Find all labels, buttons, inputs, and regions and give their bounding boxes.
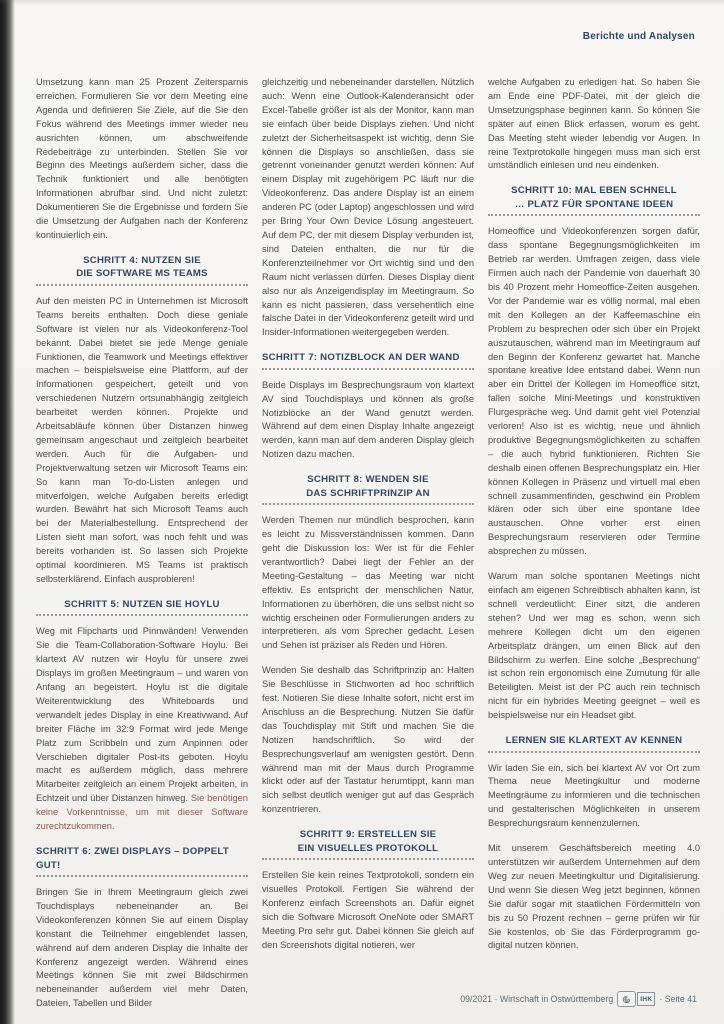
ihk-logo-text: IHK	[637, 992, 655, 1006]
footer-page-number: · Seite 41	[659, 994, 697, 1004]
dotted-rule	[36, 614, 248, 616]
section-heading-klartext	[488, 734, 700, 748]
heading-line: DIE SOFTWARE MS TEAMS	[76, 268, 208, 280]
paragraph: Homeoffice und Videokonferenzen sorgen dafür, dass spontane Begegnungsmöglichkeiten im Betrieb rar werden. Umfragen zeigen, dass viele Firmen auch nach der Pandemie von dauerhaft 30 bis 40 Prozent mehr Homeoffice-Zeiten ausgehen. Vor der Pandemie war es völlig normal, mal eben mit den Kollegen an der Kaffeemaschine ein Problem zu besprechen oder sich über ein Projekt auszutauschen, während man im Meetingraum auf den Beginn der Konferenz gewartet hat. Manche spontane kreative Idee entstand dabei. Wenn nun aber ein Drittel der Kollegen im Homeoffice sitzt, fallen solche Mini-Meetings und konstruktiven Flurgespräche weg. Und damit geht viel Potenzial verloren! Also ist es wichtig, neue und ähnlich produktive Begegnungsmöglichkeiten zu schaffen – die auch hybrid funktionieren. Richten Sie deshalb einen offenen Besprechungsplatz ein. Hier können Kollegen in Präsenz und virtuell mal eben schnell zusammenfinden, geschwind ein Problem klären oder sich über eine spontane Idee austauschen. Ohne vorher erst einen Besprechungsraum reservieren oder Termine absprechen zu müssen.	[488, 226, 700, 557]
column-2	[262, 76, 474, 1022]
column-1	[36, 76, 248, 1022]
dotted-rule	[488, 751, 700, 753]
heading-line: SCHRITT 7: NOTIZBLOCK AN DER WAND	[262, 352, 460, 364]
paragraph: Wir laden Sie ein, sich bei klartext AV vor Ort zum Thema neue Meetingkultur und moderne Meetingräume zu informieren und die technischen und gestalterischen Möglichkeiten in unserem Besprechungsraum kennenzulernen.	[488, 762, 700, 829]
paragraph: Bringen Sie in Ihrem Meetingraum gleich zwei Touchdisplays nebeneinander an. Bei Videokonferenzen können Sie auf einem Display konstant die Teilnehmer eingeblendet lassen, während auf dem anderen Display die Inhalte der Konferenz angezeigt werden. Während eines Meetings können Sie mit zwei Bildschirmen nebeneinander außerdem viel mehr Daten, Dateien, Tabellen und Bilder	[36, 887, 248, 1009]
heading-line: SCHRITT 10: MAL EBEN SCHNELL	[511, 185, 677, 197]
paragraph-text: Weg mit Flipcharts und Pinnwänden! Verwenden Sie die Team-Collaboration-Software Hoylu. Bei klartext AV nutzen wir Hoylu für unsere zwei Displays im großen Meetingraum – und waren von Anfang an begeistert. Hoylu ist die digitale Weiterentwicklung des Whiteboards und verwandelt jedes Display in eine Kreativwand. Auf breiter Fläche im 32:9 Format wird jede Menge Platz zum Scribbeln und zum Anpinnen oder Verschieben digitaler Post-its geboten. Hoylu macht es außerdem möglich, dass mehrere Mitarbeiter zeitgleich an einem Projekt arbeiten, in Echtzeit und über Distanzen hinweg.	[36, 626, 248, 804]
heading-line: LERNEN SIE KLARTEXT AV KENNEN	[505, 735, 683, 747]
column-3	[488, 76, 700, 1022]
dotted-rule	[262, 503, 474, 505]
paragraph: welche Aufgaben zu erledigen hat. So haben Sie am Ende eine PDF-Datei, mit der gleich die Umsetzungsphase beginnen kann. So können Sie später auf einen Blick erfassen, worum es geht. Das Meeting steht wieder lebendig vor Augen. In reine Textprotokolle hingegen muss man sich erst umständlich einlesen und neu eindenken.	[488, 77, 700, 171]
scan-top-shadow	[0, 0, 724, 5]
dotted-rule	[36, 284, 248, 286]
dotted-rule	[262, 858, 474, 860]
section-heading-schritt-9	[262, 828, 474, 855]
dotted-rule	[488, 214, 700, 216]
section-heading-schritt-5	[36, 598, 248, 612]
heading-line: SCHRITT 6: ZWEI DISPLAYS – DOPPELT GUT!	[36, 846, 229, 871]
dotted-rule	[262, 368, 474, 370]
dotted-rule	[36, 875, 248, 877]
paragraph: Warum man solche spontanen Meetings nicht einfach am eigenen Schreibtisch abhalten kann, ist schnell verdeutlicht: Einer sitzt, die anderen stehen? Und wer mag es schon, wenn sich mehrere Kollegen dicht um den eigenen Arbeitsplatz drängen, um einen Blick auf den Bildschirm zu werfen. Eine solche „Besprechung“ ist schon rein ergonomisch eine Zumutung für alle Beteiligten. Meist ist der PC auch rein technisch nicht für ein hybrides Meeting geeignet – weil es beispielsweise nur ein Headset gibt.	[488, 571, 700, 721]
section-heading-schritt-6	[36, 845, 248, 872]
paragraph: Umsetzung kann man 25 Prozent Zeitersparnis erreichen. Formulieren Sie vor dem Meeting eine Agenda und definieren Sie Ziele, auf die Sie den Fokus während des Meetings immer wieder neu ausrichten können, um abschweifende Redebeiträge zu unterbinden. Stellen Sie vor Beginn des Meetings außerdem sicher, dass die Technik funktioniert und alle benötigten Informationen abrufbar sind. Und nicht zuletzt: Dokumentieren Sie die Ergebnisse und fordern Sie die Umsetzung der Aufgaben nach der Konferenz kontinuierlich ein.	[36, 77, 248, 240]
paragraph: Wenden Sie deshalb das Schriftprinzip an: Halten Sie Beschlüsse in Stichworten ad hoc schriftlich fest. Notieren Sie diese Inhalte sofort, nicht erst im Anschluss an die Besprechung. Nutzen Sie dafür das Touchdisplay mit Stift und machen Sie die Notizen handschriftlich. So wird der Besprechungsverlauf am wenigsten gestört. Denn während man mit der Maus durch Programme klickt oder auf der Tastatur herumtippt, kann man sich selbst deutlich weniger gut auf das Gespräch konzentrieren.	[262, 665, 474, 815]
heading-line: SCHRITT 4: NUTZEN SIE	[83, 254, 201, 266]
section-heading-schritt-8	[262, 473, 474, 500]
heading-line: … PLATZ FÜR SPONTANE IDEEN	[514, 198, 674, 210]
paragraph	[36, 625, 248, 834]
section-heading-schritt-10	[488, 184, 700, 211]
section-heading-schritt-4	[36, 254, 248, 281]
footer-issue-text: 09/2021 · Wirtschaft in Ostwürttemberg	[460, 994, 614, 1004]
page-footer	[460, 991, 697, 1007]
paragraph-text-tinted: Sie benötigen keine Vorkenntnisse, um mit dieser Software zurechtzukommen.	[36, 793, 248, 832]
heading-line: DAS SCHRIFTPRINZIP AN	[306, 487, 430, 499]
ihk-logo	[617, 991, 655, 1007]
paragraph: Mit unserem Geschäftsbereich meeting 4.0 unterstützen wir außerdem Unternehmen auf dem Weg zur neuen Meetingkultur und Digitalisierung. Und wenn Sie diesen Weg jetzt beginnen, können Sie dafür sogar mit staatlichen Fördermitteln von bis zu 50 Prozent rechnen – gerne prüfen wir für Sie kostenlos, ob Sie das Förderprogramm go-digital nutzen können.	[488, 843, 700, 951]
scan-edge-shadow	[0, 0, 15, 1024]
heading-line: SCHRITT 5: NUTZEN SIE HOYLU	[64, 598, 220, 610]
paragraph: Auf den meisten PC in Unternehmen ist Microsoft Teams bereits enthalten. Doch diese geniale Software ist vielen nur als Videokonferenz-Tool bekannt. Dabei bietet sie jede Menge geniale Funktionen, die Teamwork und Meetings effektiver machen – beispielsweise eine Plattform, auf der Informationen gespeichert, geteilt und von verschiedenen Nutzern ortsunabhängig zeitgleich bearbeitet werden können. Projekte und Arbeitsabläufe können über Distanzen hinweg gemeinsam angeschaut und zeitgleich bearbeitet werden. Auch für die Aufgaben- und Projektverwaltung setzen wir Microsoft Teams ein: So kann man To-do-Listen anlegen und mitverfolgen, welche Aufgaben bereits erledigt wurden. Bewährt hat sich Microsoft Teams auch bei der Materialbestellung. Entsprechend der Listen sieht man sofort, was noch fehlt und was bereits vorhanden ist. So lassen sich Projekte optimal koordinieren. MS Teams ist praktisch selbsterklärend. Einfach ausprobieren!	[36, 295, 248, 584]
heading-line: SCHRITT 9: ERSTELLEN SIE	[299, 829, 437, 841]
section-header: Berichte und Analysen	[582, 31, 695, 42]
paragraph: Beide Displays im Besprechungsraum von klartext AV sind Touchdisplays und können als große Notizblöcke an der Wand genutzt werden. Während auf dem einen Display Inhalte angezeigt werden, kann man auf dem anderen Display gleich Notizen dazu machen.	[262, 379, 474, 460]
paragraph: gleichzeitig und nebeneinander darstellen. Nützlich auch: Wenn eine Outlook-Kalenderansicht oder Excel-Tabelle größer ist als der Monitor, kann man sie einfach über beide Displays ziehen. Und nicht zuletzt der Sicherheitsaspekt ist wichtig, denn Sie können die Displays so anschließen, dass sie getrennt voneinander genutzt werden können: Auf einem Display mit zugehörigem PC läuft nur die Videokonferenz. Das andere Display ist an einem anderen PC (oder Laptop) angeschlossen und wird per Bring Your Own Device Lösung angesteuert. Auf dem PC, der mit diesem Display verbunden ist, sind Dateien enthalten, die nur für die Konferenzteilnehmer vor Ort wichtig sind und den Raum nicht verlassen dürfen. Dieses Display dient also nur als Anzeigendisplay im Meetingraum. So kann es nicht passieren, dass versehentlich eine falsche Datei in der Videokonferenz geteilt wird und Insider-Informationen weitergegeben werden.	[262, 77, 474, 338]
paragraph: Erstellen Sie kein reines Textprotokoll, sondern ein visuelles Protokoll. Fertigen Sie während der Konferenz einfach Screenshots an. Dafür eignet sich die Software Microsoft OneNote oder SMART Meeting Pro sehr gut. Dabei können Sie gleich auf den Screenshots digital notieren, wer	[262, 870, 474, 950]
heading-line: EIN VISUELLES PROTOKOLL	[297, 842, 439, 854]
article-columns	[36, 76, 700, 1022]
swirl-icon	[617, 991, 636, 1007]
heading-line: SCHRITT 8: WENDEN SIE	[307, 474, 429, 486]
paragraph: Werden Themen nur mündlich besprochen, kann es leicht zu Missverständnissen kommen. Dann geht die Diskussion los: Wer ist für die Fehler verantwortlich? Dabei liegt der Fehler an der Meeting-Gestaltung – das Meeting war nicht effektiv. Es entspricht der menschlichen Natur, Informationen zu überhören, die uns selbst nicht so wichtig erscheinen oder Formulierungen anders zu interpretieren, als vom Sprecher gedacht. Lesen und Sehen ist präziser als Reden und Hören.	[262, 515, 474, 651]
section-heading-schritt-7	[262, 351, 474, 365]
